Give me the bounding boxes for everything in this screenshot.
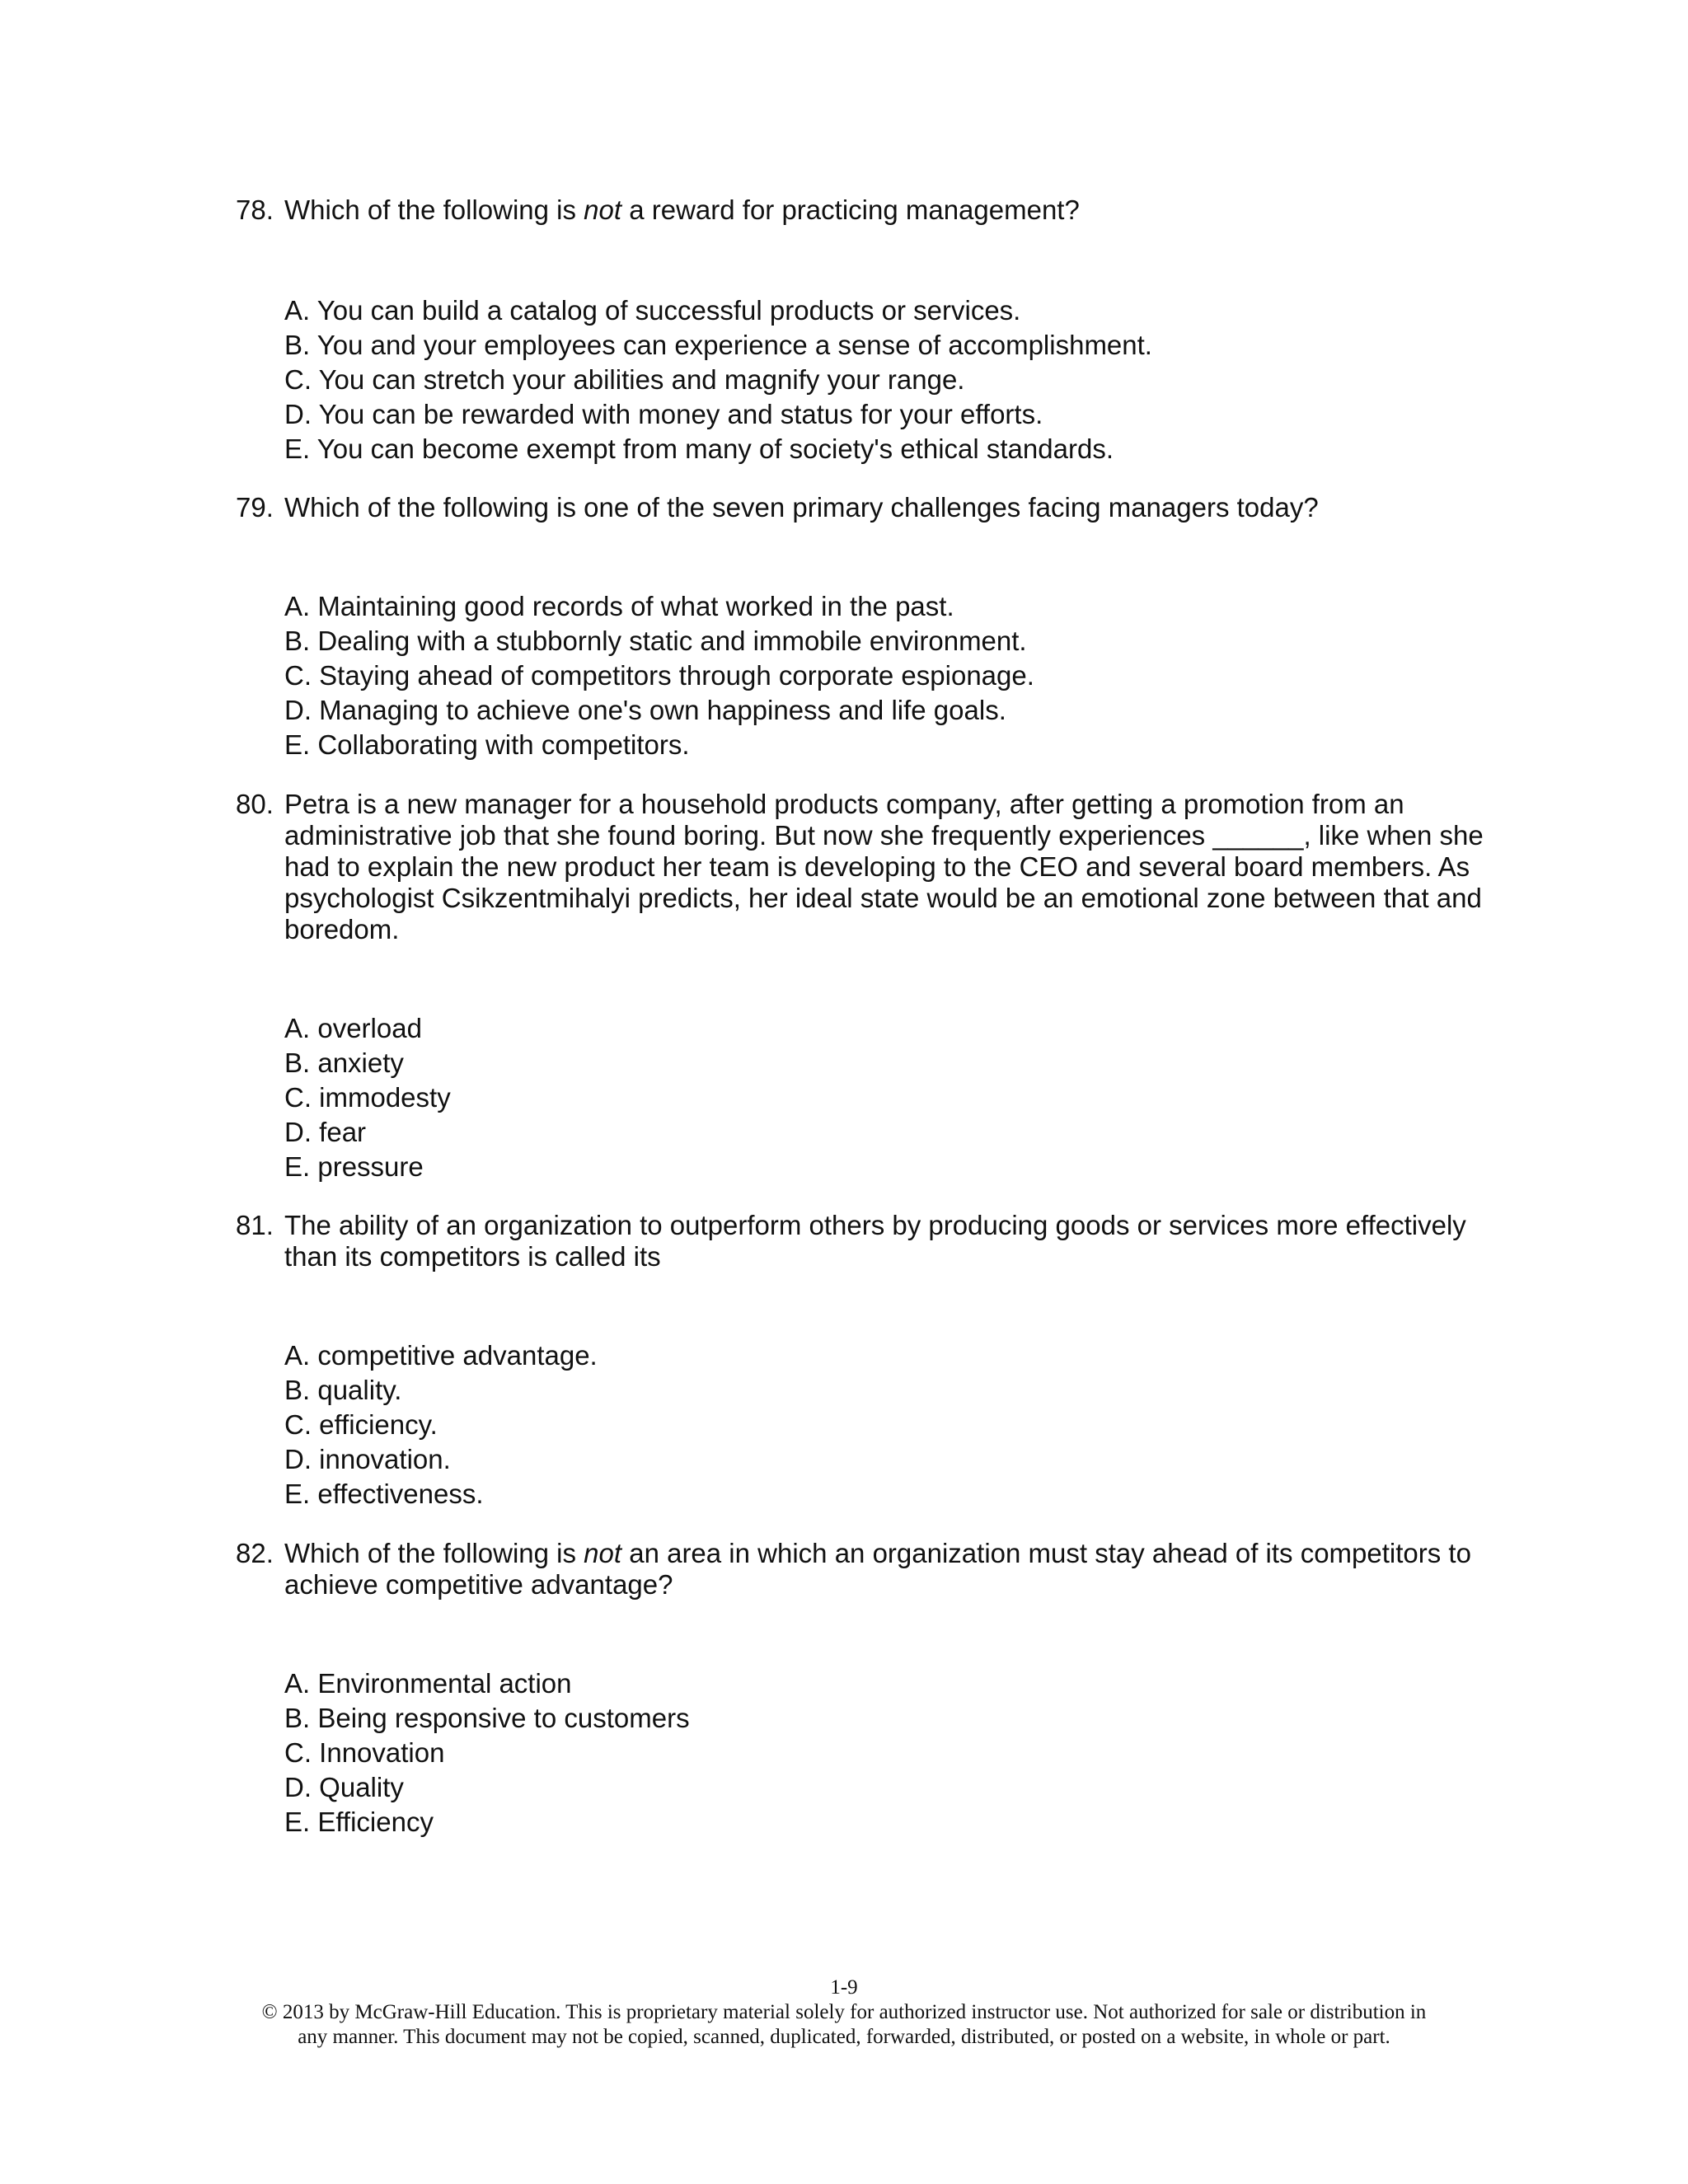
answer-options	[284, 1011, 451, 1184]
answer-option: C. Staying ahead of competitors through corporate espionage.	[284, 660, 1034, 691]
answer-option: A. You can build a catalog of successful products or services.	[284, 295, 1021, 326]
answer-option: C. immodesty	[284, 1082, 451, 1113]
answer-options	[284, 589, 1034, 762]
question-number: 79.	[236, 492, 274, 523]
answer-options	[284, 293, 1152, 466]
answer-options	[284, 1666, 690, 1840]
answer-option: C. You can stretch your abilities and magnify your range.	[284, 364, 965, 395]
answer-option: D. You can be rewarded with money and status for your efforts.	[284, 399, 1043, 429]
answer-option: E. effectiveness.	[284, 1479, 484, 1509]
answer-option: A. Environmental action	[284, 1668, 572, 1699]
answer-options	[284, 1338, 598, 1511]
answer-option: C. Innovation	[284, 1737, 445, 1768]
emphasis-text: not	[584, 1538, 622, 1568]
question-stem: Which of the following is one of the seven primary challenges facing managers today?	[284, 492, 1319, 523]
question-stem: Petra is a new manager for a household products company, after getting a promotion from an administrative job that she found boring. But now she frequently experiences ______, like when she had to explain the new product her team is developing to the CEO and several board members. As psychologist Csikzentmihalyi predicts, her ideal state would be an emotional zone between that and boredom.	[284, 789, 1484, 944]
answer-option: B. Being responsive to customers	[284, 1703, 690, 1733]
question-stem: Which of the following is not a reward for practicing management?	[284, 194, 1080, 225]
answer-option: E. Collaborating with competitors.	[284, 729, 690, 760]
question-number: 82.	[236, 1538, 274, 1568]
answer-option: D. fear	[284, 1117, 367, 1147]
answer-option: A. Maintaining good records of what worked in the past.	[284, 591, 954, 621]
copyright-notice-line-1: © 2013 by McGraw-Hill Education. This is proprietary material solely for authorized instructor use. Not authorized for sale or distribution in	[261, 2001, 1427, 2023]
question-number: 78.	[236, 194, 274, 225]
answer-option: E. pressure	[284, 1151, 424, 1182]
answer-option: A. competitive advantage.	[284, 1340, 598, 1371]
emphasis-text: not	[584, 194, 622, 225]
answer-option: E. You can become exempt from many of society's ethical standards.	[284, 434, 1114, 464]
answer-option: B. quality.	[284, 1375, 402, 1405]
answer-option: D. Managing to achieve one's own happiness and life goals.	[284, 695, 1006, 725]
answer-option: E. Efficiency	[284, 1807, 434, 1837]
answer-option: D. Quality	[284, 1772, 404, 1802]
answer-option: D. innovation.	[284, 1444, 451, 1474]
answer-option: B. Dealing with a stubbornly static and immobile environment.	[284, 626, 1027, 656]
page-number: 1-9	[830, 1976, 858, 1999]
answer-option: A. overload	[284, 1013, 422, 1043]
answer-option: B. You and your employees can experience a sense of accomplishment.	[284, 330, 1152, 360]
question-number: 80.	[236, 789, 274, 819]
question-number: 81.	[236, 1210, 274, 1240]
question-stem: Which of the following is not an area in which an organization must stay ahead of its competitors to achieve competitive advantage?	[284, 1538, 1471, 1600]
answer-option: B. anxiety	[284, 1047, 404, 1078]
copyright-notice-line-2: any manner. This document may not be copied, scanned, duplicated, forwarded, distributed, or posted on a website, in whole or part.	[298, 2026, 1390, 2048]
answer-option: C. efficiency.	[284, 1409, 438, 1440]
question-stem: The ability of an organization to outperform others by producing goods or services more effectively than its competitors is called its	[284, 1210, 1466, 1272]
